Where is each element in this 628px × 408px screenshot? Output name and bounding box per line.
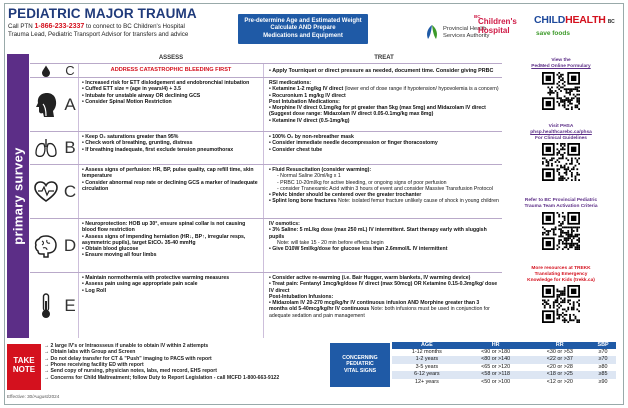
treat-c-sub: - PRBC 10-20ml/kg for active bleeding, or ongoing signs of poor perfusion — [277, 179, 447, 186]
assess-b-item: • Keep O₂ saturations greater than 95% — [82, 134, 260, 140]
predetermine-line-3: Medications and Equipment — [263, 32, 343, 39]
treat-b-item: • Consider chest tube — [269, 147, 499, 153]
vital-signs-table — [392, 342, 616, 386]
treat-c-sub: - Normal Saline 20ml/kg x 1 — [277, 173, 341, 180]
letter-c-circulation: C — [63, 181, 77, 201]
qr-code-icon[interactable] — [542, 143, 580, 181]
catastrophic-bleeding-text: ADDRESS CATASTROPHIC BLEEDING FIRST — [78, 64, 264, 77]
chb-health: HEALTH — [565, 14, 606, 26]
letter-b: B — [64, 138, 76, 157]
treat-header: TREAT — [374, 55, 394, 61]
heart-pulse-icon — [34, 181, 58, 203]
vital-signs-label: CONCERNING PEDIATRIC VITAL SIGNS — [330, 343, 390, 387]
take-note-item: → Obtain labs with Group and Screen — [44, 349, 318, 355]
save-foods-logo: save foods — [536, 30, 570, 37]
row-exposure — [30, 272, 502, 338]
airway-head-icon — [34, 92, 58, 118]
treat-e-item: • Consider active re-warming (i.e. Bair Hugger, warm blankets, IV warming device) — [269, 275, 499, 281]
primary-survey-band — [7, 54, 29, 338]
assess-d-item: • Obtain blood glucose — [82, 246, 260, 252]
treat-c-item: • Pelvic binder should be centered over the greater trochanter — [269, 192, 499, 198]
treat-e-item: • Midazolam IV 20-270 mcg/kg/hr IV continuous infusion AND Morphine greater than 3 months old 5-40mcg/kg/hr IV continuous Note: both infusions must be used in conjunction for adequate sedation and pain management — [269, 300, 499, 319]
row-circulation — [30, 164, 502, 218]
take-note-item: → Concerns for Child Maltreatment; follow Duty to Report Legislation - call MCFD 1-800-663-9122 — [44, 375, 318, 381]
chb-bc: BC — [607, 19, 615, 25]
brain-icon — [34, 234, 58, 258]
letter-c-bleeding: C — [65, 63, 75, 78]
assess-d-item: • Ensure moving all four limbs — [82, 252, 260, 258]
treat-c-sub: - consider Tranexamic Acid within 3 hours of event and consider Massive Transfusion Protocol — [277, 185, 493, 192]
assess-a-item: • Consider Spinal Motion Restriction — [82, 99, 260, 105]
primary-survey-label: primary survey — [10, 147, 26, 245]
phsa-link[interactable]: phsp.healthcarebc.ca/phsa — [530, 129, 592, 135]
bcch-name-2: Hospital — [478, 25, 510, 35]
predetermine-line-1: Pre-determine Age and Estimated Weight — [244, 18, 362, 24]
treat-c-item: • Fluid Resuscitation (consider warming): — [269, 167, 499, 173]
take-note-badge: TAKE NOTE — [7, 344, 41, 390]
treat-a-item: • Rocuronium 1 mg/kg IV direct — [269, 93, 499, 99]
assess-a-item: • Intubate for unstable airway OR declining GCS — [82, 93, 260, 99]
predetermine-line-2: Calculate AND Prepare — [270, 25, 336, 32]
take-note-list — [44, 343, 318, 381]
assess-e-item: • Maintain normothermia with protective warming measures — [82, 275, 260, 281]
table-row: 6-12 years <58 or >118 <18 or >25 ≥85 — [392, 371, 616, 378]
assess-c-item: • Consider abnormal resp rate or declining GCS a marker of inadequate circulation — [82, 180, 260, 193]
treat-d-heading: IV osmotics: — [269, 221, 300, 227]
table-row: 12+ years <50 or >100 <12 or >20 ≥90 — [392, 379, 616, 386]
qr-code-icon[interactable] — [542, 212, 580, 250]
treat-a-heading: RSI medications: — [269, 80, 312, 86]
bcch-prefix: BC — [474, 14, 481, 19]
qr-code-icon[interactable] — [542, 285, 580, 323]
assess-d-item: • Assess signs of impending herniation (HR↓, BP↑, irregular resps, asymmetric pupils), target EtCO₂ 35-40 mmHg — [82, 234, 260, 247]
letter-e: E — [64, 295, 76, 315]
treat-b-item: • Consider immediate needle decompression or finger thoracostomy — [269, 140, 499, 146]
thermometer-icon — [39, 293, 53, 319]
treat-e-item: • Treat pain: Fentanyl 1mcg/kg/dose IV direct (max 50mcg) OR Ketamine 0.15-0.3mg/kg/ dose IV direct — [269, 281, 499, 294]
table-row: 1-2 years <80 or >140 <22 or >37 ≥70 — [392, 356, 616, 363]
blood-drop-icon — [41, 65, 51, 77]
vitals-header-age: AGE — [392, 342, 462, 349]
row-catastrophic-bleeding — [30, 63, 502, 77]
take-note-item: → 2 large IV's or Intraosseus if unable to obtain IV within 2 attempts — [44, 343, 318, 349]
treat-a-item: • Ketamine 1-2 mg/kg IV direct (lower end of dose range if hypotension/ hypovolemia is a concern) — [269, 86, 499, 92]
letter-d: D — [63, 235, 77, 255]
call-prefix: Call PTN — [8, 23, 35, 30]
header-subtitle — [8, 23, 244, 38]
page-title: PEDIATRIC MAJOR TRAUMA — [8, 6, 197, 21]
treat-d-item: • 3% Saline: 5 mL/kg dose (max 250 mL) IV intermittent. Start therapy early with sluggish pupils — [269, 227, 499, 240]
treat-e-heading: Post-Intubation Infusions: — [269, 293, 334, 300]
qr-phsa[interactable]: Visit PHSA phsp.healthcarebc.ca/phsa For Clinical Guidelines — [506, 124, 616, 181]
assess-a-item: • Cuffed ETT size = (age in years/4) + 3.5 — [82, 86, 260, 92]
call-suffix: to connect to BC Children's Hospital — [84, 23, 185, 30]
phsa-name-1: Provincial Health — [443, 26, 487, 32]
treat-a-item: • Morphine IV direct 0.1mg/kg for pt greater than 5kg (max 5mg) and Midazolam IV direct (Suggest dose range: Midazolam IV direct 0.05-0.1mg/kg max 8mg) — [269, 105, 499, 118]
header-left — [8, 6, 244, 38]
child-health-bc-logo — [534, 14, 614, 50]
pedmed-link[interactable]: PedMed Online Formulary — [531, 63, 591, 69]
qr-ttac[interactable]: Refer to BC Provincial Pediatric Trauma Team Activation Criteria — [506, 198, 616, 250]
take-note-item: → Phone receiving facility ED with report — [44, 362, 318, 368]
assess-a-item: • Increased risk for ETT dislodgement and endobronchial intubation — [82, 80, 260, 86]
qr-pedmed[interactable]: View the PedMed Online Formulary — [506, 58, 616, 110]
assess-b-item: • If breathing inadequate, first exclude tension pneumothorax — [82, 147, 260, 153]
qr-trekk[interactable]: More resources at TREKK Translating Emergency Knowledge for Kids (trekk.ca) — [506, 266, 616, 323]
letter-a: A — [64, 94, 76, 114]
survey-table — [30, 54, 502, 338]
row-disability — [30, 218, 502, 272]
assess-e-item: • Log Roll — [82, 288, 260, 294]
treat-d-note: Note: will take 15 - 20 min before effects begin — [277, 239, 384, 246]
vitals-header-hr: HR — [462, 342, 530, 349]
predetermine-box — [238, 14, 368, 44]
phsa-leaf-icon — [424, 24, 440, 42]
table-row: 1-12 months <90 or >180 <30 or >53 ≥70 — [392, 349, 616, 356]
ptn-phone-number[interactable]: 1-866-233-2337 — [34, 23, 85, 30]
vitals-header-rr: RR — [529, 342, 590, 349]
lungs-icon — [35, 138, 57, 158]
assess-header: ASSESS — [158, 55, 184, 61]
treat-d-item: • Give D10W 5ml/kg/dose for glucose less than 2.6mmol/L IV intermittent — [269, 246, 499, 252]
chb-child: CHILD — [534, 14, 566, 26]
assess-d-item: • Neuroprotection: HOB up 30°, ensure spinal collar is not causing blood flow restriction — [82, 221, 260, 234]
qr-column — [506, 52, 616, 338]
bcch-name-1: Children's — [478, 17, 517, 26]
call-line-2: Trauma Lead, Pediatric Transport Advisor for transfers and advice — [8, 30, 189, 38]
assess-b-item: • Check work of breathing, grunting, distress — [82, 140, 260, 146]
row-breathing — [30, 131, 502, 164]
treat-bleeding: • Apply Tourniquet or direct pressure as needed, document time. Consider giving PRBC — [269, 66, 499, 76]
table-row: 3-5 years <65 or >120 <20 or >28 ≥80 — [392, 364, 616, 371]
qr-code-icon[interactable] — [542, 72, 580, 110]
assess-c-item: • Assess signs of perfusion: HR, BP, pulse quality, cap refill time, skin temperature — [82, 167, 260, 180]
phsa-name-2: Services Authority — [443, 33, 490, 39]
row-airway — [30, 77, 502, 131]
assess-e-item: • Assess pain using age appropriate pain scale — [82, 281, 260, 287]
vitals-header-sbp: SBP — [590, 342, 616, 349]
effective-date: Effective: 30/August/2024 — [7, 394, 60, 399]
take-note-item: → Do not delay transfer for CT & "Push" imaging to PACS with report — [44, 356, 318, 362]
take-note-item: → Send copy of nursing, physician notes, labs, med record, EHS report — [44, 368, 318, 374]
treat-a-heading: Post Intubation Medications: — [269, 98, 340, 105]
treat-b-item: • 100% O₂ by non-rebreather mask — [269, 134, 499, 140]
treat-a-item: • Ketamine IV direct (0.5-1mg/kg) — [269, 118, 499, 124]
treat-c-item: • Splint long bone fractures Note: isolated femur fracture unlikely cause of shock in young children — [269, 198, 499, 204]
bcch-logo — [474, 14, 534, 48]
